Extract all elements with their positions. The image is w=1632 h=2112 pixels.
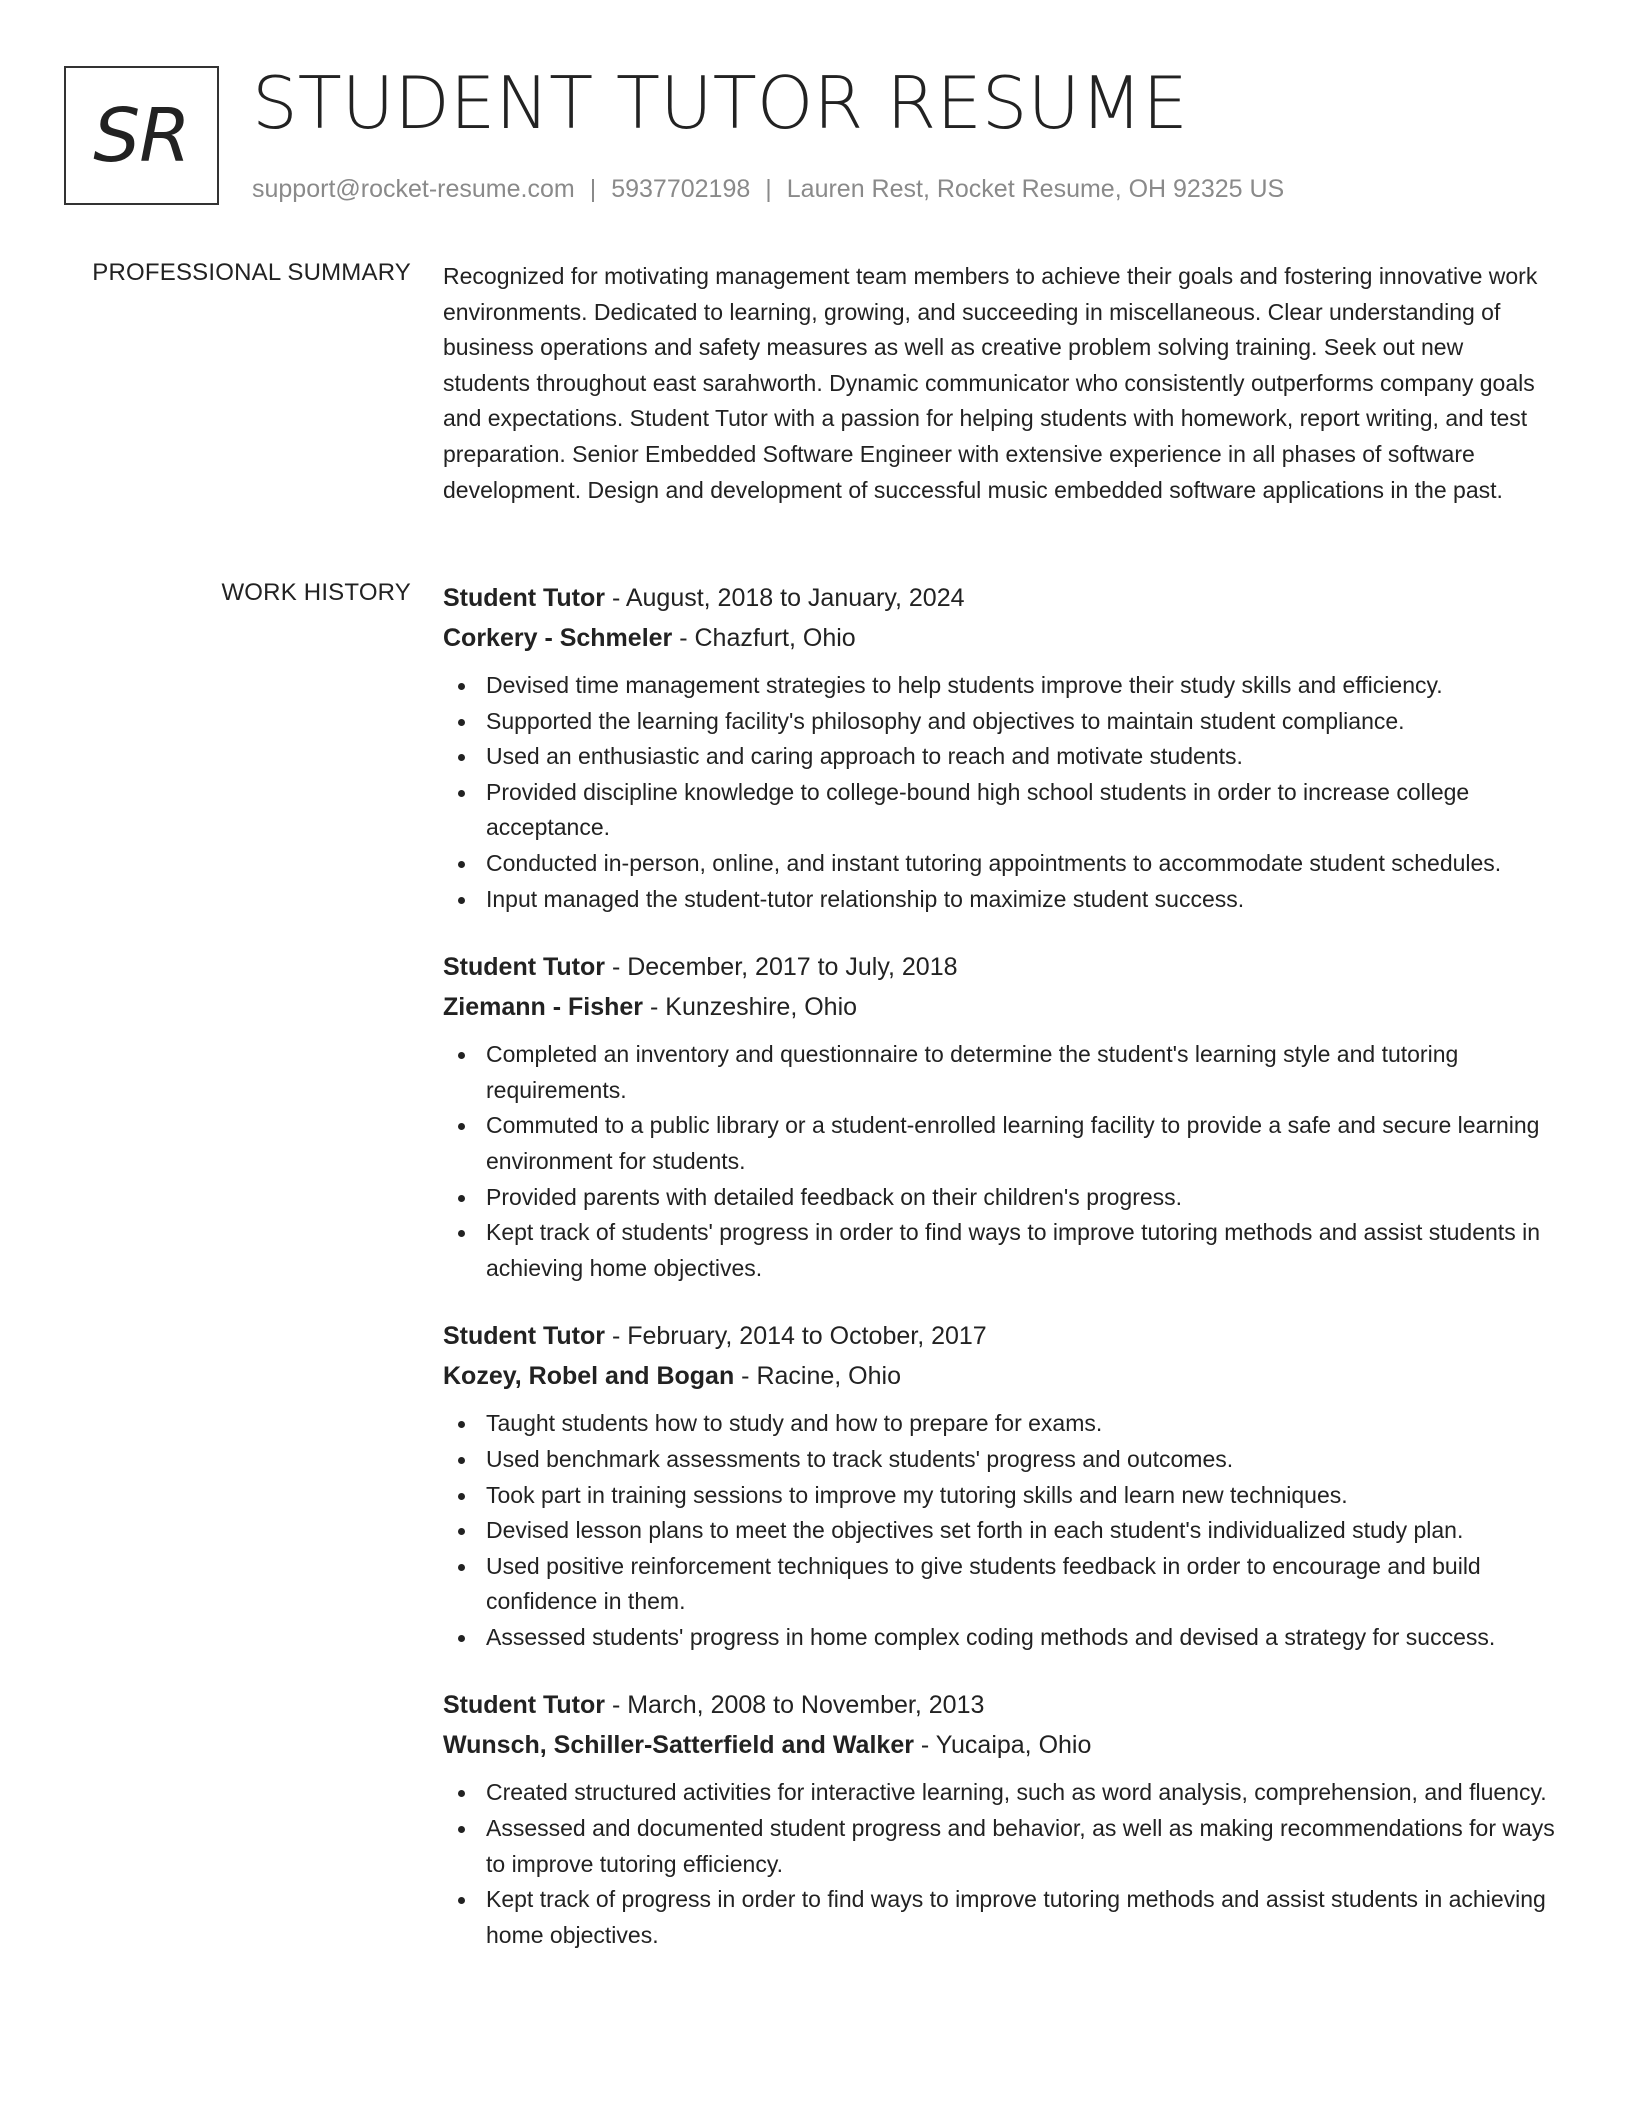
summary-text: Recognized for motivating management team members to achieve their goals and fostering innovative work environments. Dedicated to learning, growing, and succeeding in miscellaneous. Clear understanding of business operations and safety measures as well as creative problem solving training. Seek out new students throughout east sarahworth. Dynamic communicator who consistently outperforms company goals and expectations. Student Tutor with a passion for helping students with homework, report writing, and test preparation. Senior Embedded Software Engineer with extensive experience in all phases of software development. Design and development of successful music embedded software applications in the past.	[443, 263, 1538, 503]
job-title: Student Tutor	[443, 584, 605, 612]
job-title-line	[443, 947, 1555, 987]
monogram-box	[64, 66, 219, 205]
contact-separator: |	[765, 175, 772, 203]
job-dates: - February, 2014 to October, 2017	[605, 1322, 987, 1351]
job-company-line	[443, 618, 1555, 658]
work-history-heading: WORK HISTORY	[221, 579, 411, 606]
job-bullet: Devised lesson plans to meet the objectives set forth in each student's individualized study plan.	[443, 1513, 1555, 1549]
job-company: Corkery - Schmeler	[443, 624, 673, 652]
job-bullet-list	[443, 1775, 1555, 1953]
job-bullet: Input managed the student-tutor relationship to maximize student success.	[443, 882, 1555, 918]
job-company: Ziemann - Fisher	[443, 993, 644, 1022]
job-bullet: Commuted to a public library or a student-enrolled learning facility to provide a safe and secure learning environment for students.	[443, 1108, 1555, 1179]
job-bullet: Assessed and documented student progress and behavior, as well as making recommendations for ways to improve tutoring efficiency.	[443, 1811, 1555, 1882]
contact-address: Lauren Rest, Rocket Resume, OH 92325 US	[786, 175, 1285, 203]
job-title-line	[443, 1685, 1555, 1725]
job-title: Student Tutor	[443, 953, 605, 982]
job-bullet-list	[443, 1037, 1555, 1286]
contact-separator: |	[589, 175, 597, 203]
job-bullet: Took part in training sessions to improve my tutoring skills and learn new techniques.	[443, 1478, 1555, 1514]
job-bullet-list	[443, 1406, 1555, 1655]
job-title-line	[443, 1316, 1555, 1356]
job-entry	[443, 1685, 1555, 1953]
job-bullet: Kept track of students' progress in order to find ways to improve tutoring methods and assist students in achieving home objectives.	[443, 1215, 1555, 1286]
job-dates: - March, 2008 to November, 2013	[605, 1691, 985, 1720]
contact-email: support@rocket-resume.com	[252, 175, 575, 203]
job-dates: - December, 2017 to July, 2018	[605, 953, 958, 982]
job-dates: - August, 2018 to January, 2024	[605, 584, 965, 612]
contact-line	[252, 174, 1284, 204]
job-location: - Racine, Ohio	[734, 1362, 901, 1391]
resume-title: STUDENT TUTOR RESUME	[252, 61, 1188, 145]
job-bullet: Used benchmark assessments to track students' progress and outcomes.	[443, 1442, 1555, 1478]
job-bullet: Supported the learning facility's philosophy and objectives to maintain student compliance.	[443, 704, 1555, 740]
job-bullet: Conducted in-person, online, and instant tutoring appointments to accommodate student schedules.	[443, 846, 1555, 882]
job-company: Wunsch, Schiller-Satterfield and Walker	[443, 1731, 914, 1760]
job-bullet: Used positive reinforcement techniques to give students feedback in order to encourage and build confidence in them.	[443, 1549, 1555, 1620]
job-bullet: Provided discipline knowledge to college-bound high school students in order to increase college acceptance.	[443, 775, 1555, 846]
job-entry	[443, 578, 1555, 917]
job-location: - Kunzeshire, Ohio	[643, 993, 858, 1022]
job-bullet: Devised time management strategies to help students improve their study skills and efficiency.	[443, 668, 1555, 704]
job-bullet: Taught students how to study and how to prepare for exams.	[443, 1406, 1555, 1442]
job-company-line	[443, 1356, 1555, 1396]
job-company-line	[443, 987, 1555, 1027]
monogram-initials: SR	[93, 92, 190, 179]
contact-phone: 5937702198	[611, 175, 751, 203]
job-bullet: Created structured activities for interactive learning, such as word analysis, comprehension, and fluency.	[443, 1775, 1555, 1811]
job-company-line	[443, 1725, 1555, 1765]
job-title: Student Tutor	[443, 1691, 605, 1720]
job-company: Kozey, Robel and Bogan	[443, 1362, 735, 1391]
job-bullet: Used an enthusiastic and caring approach to reach and motivate students.	[443, 739, 1555, 775]
job-bullet: Provided parents with detailed feedback on their children's progress.	[443, 1180, 1555, 1216]
job-bullet: Assessed students' progress in home complex coding methods and devised a strategy for success.	[443, 1620, 1555, 1656]
job-bullet: Completed an inventory and questionnaire to determine the student's learning style and tutoring requirements.	[443, 1037, 1555, 1108]
job-title: Student Tutor	[443, 1322, 605, 1351]
job-title-line	[443, 578, 1555, 618]
job-bullet-list	[443, 668, 1555, 917]
job-entry	[443, 947, 1555, 1286]
work-history-body	[443, 578, 1555, 1953]
job-bullet: Kept track of progress in order to find ways to improve tutoring methods and assist students in achieving home objectives.	[443, 1882, 1555, 1953]
job-entry	[443, 1316, 1555, 1655]
job-location: - Yucaipa, Ohio	[913, 1731, 1092, 1760]
job-location: - Chazfurt, Ohio	[672, 624, 856, 652]
summary-heading: PROFESSIONAL SUMMARY	[92, 259, 411, 286]
summary-body	[443, 259, 1555, 508]
